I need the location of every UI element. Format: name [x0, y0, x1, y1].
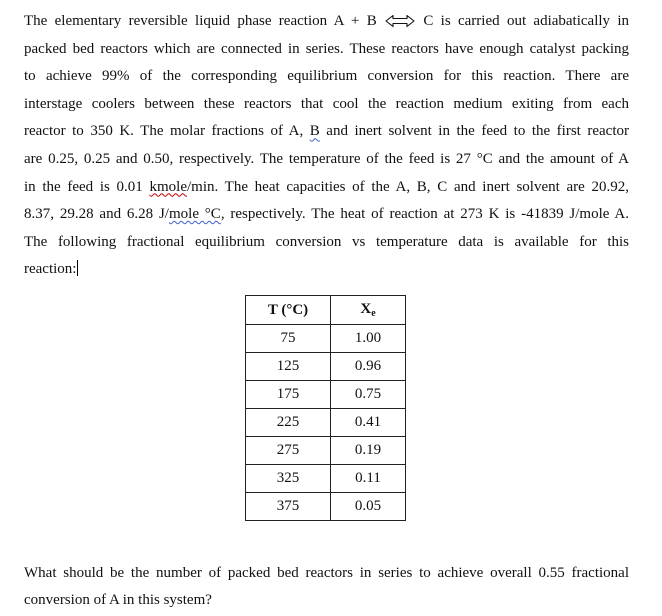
temperature-cell: 325: [246, 465, 331, 493]
double-arrow-icon: [385, 14, 415, 28]
temperature-cell: 75: [246, 325, 331, 353]
problem-line-9: The following fractional equilibrium conversion vs temperature data is available for this: [24, 233, 629, 250]
table-row: [246, 325, 406, 353]
problem-line-1: The elementary reversible liquid phase reaction A + B C is carried out adiabatically in: [24, 13, 630, 29]
header-conversion: $X_e$: [331, 296, 406, 325]
problem-line-8: 8.37, 29.28 and 6.28 J/mole °C, respectively. The heat of reaction at 273 K is -41839 J/mole A.: [24, 206, 629, 223]
table-row: [246, 353, 406, 381]
problem-line-5: reactor to 350 K. The molar fractions of A, B and inert solvent in the feed to the first reactor: [24, 123, 629, 140]
conversion-cell: 0.19: [331, 437, 406, 465]
question-line-1: What should be the number of packed bed reactors in series to achieve overall 0.55 fractional: [24, 565, 629, 581]
equilibrium-conversion-table: [245, 295, 406, 521]
conversion-cell: 0.41: [331, 409, 406, 437]
problem-line-7: in the feed is 0.01 kmole/min. The heat capacities of the A, B, C and inert solvent are 20.92,: [24, 178, 629, 195]
conversion-cell: 0.05: [331, 493, 406, 521]
problem-line-2: packed bed reactors which are connected in series. These reactors have enough catalyst packing: [24, 40, 629, 57]
table-row: [246, 465, 406, 493]
table-header-row: [246, 296, 406, 325]
temperature-cell: 375: [246, 493, 331, 521]
question-text: [24, 560, 629, 614]
problem-line-6: are 0.25, 0.25 and 0.50, respectively. The temperature of the feed is 27 °C and the amount of A: [24, 150, 629, 167]
conversion-cell: 1.00: [331, 325, 406, 353]
question-line-2: conversion of A in this system?: [24, 592, 212, 608]
problem-line-4: interstage coolers between these reactors that cool the reaction medium exiting from each: [24, 95, 629, 112]
problem-line-10: reaction:: [24, 261, 77, 278]
table-row: [246, 493, 406, 521]
header-temperature: T (°C): [246, 296, 331, 325]
table-row: [246, 409, 406, 437]
temperature-cell: 125: [246, 353, 331, 381]
problem-line-3: to achieve 99% of the corresponding equilibrium conversion for this reaction. There are: [24, 68, 629, 85]
problem-statement: [24, 8, 629, 284]
text-cursor: [77, 260, 78, 276]
conversion-cell: 0.96: [331, 353, 406, 381]
conversion-cell: 0.11: [331, 465, 406, 493]
temperature-cell: 275: [246, 437, 331, 465]
table-row: [246, 381, 406, 409]
temperature-cell: 175: [246, 381, 331, 409]
table-row: [246, 437, 406, 465]
conversion-cell: 0.75: [331, 381, 406, 409]
temperature-cell: 225: [246, 409, 331, 437]
